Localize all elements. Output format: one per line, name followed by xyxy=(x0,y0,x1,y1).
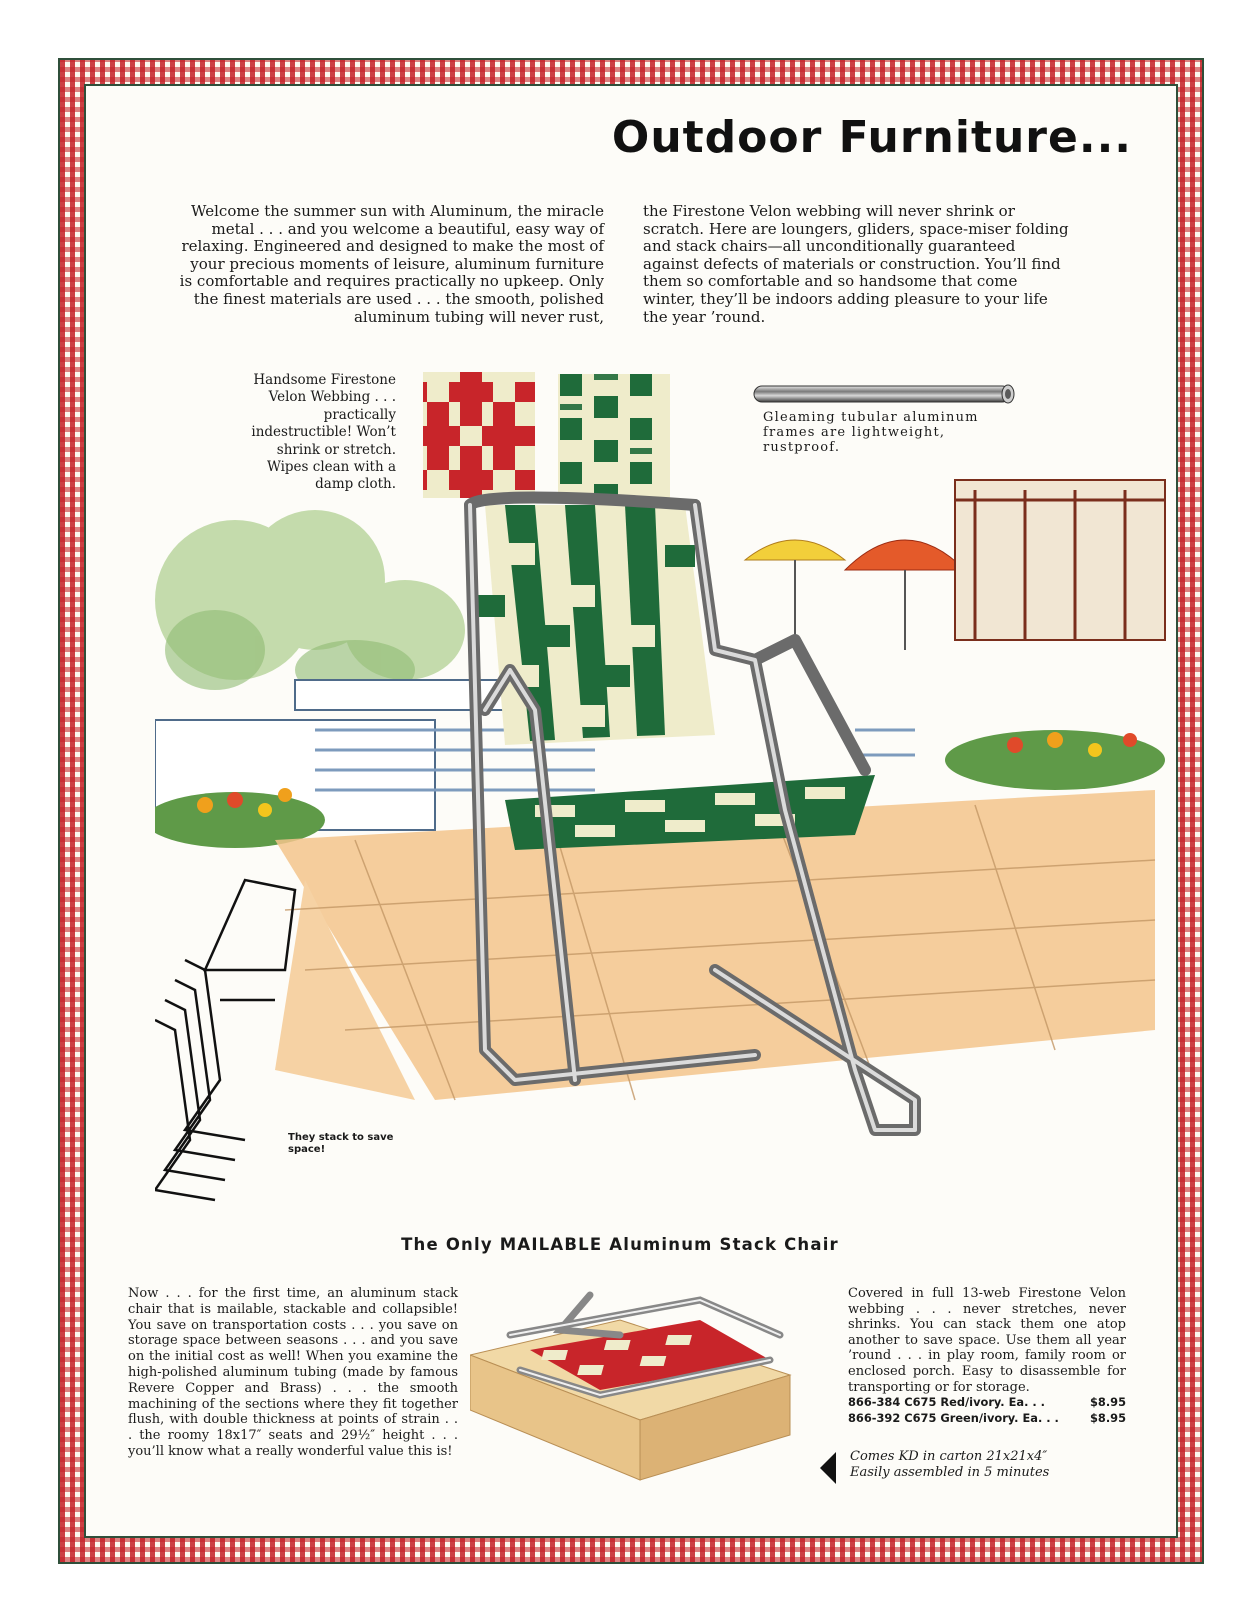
page-title: Outdoor Furniture... xyxy=(611,112,1132,163)
intro-left-column: Welcome the summer sun with Aluminum, the miracle metal . . . and you welcome a beautiful, easy way of relaxing. Engineered and designed to make the most of your precious moments of leisure, aluminum furniture is comfortable and requires practically no upkeep. Only the finest materials are used . . . the smooth, polished aluminum tubing will never rust, xyxy=(179,202,604,326)
product-code-red: 866-384 C675 Red/ivory. Ea. . . xyxy=(848,1395,1045,1410)
body-left-column: Now . . . for the first time, an aluminum stack chair that is mailable, stackable and collapsible! You save on transportation costs . . . you save on storage space between seasons . . . and you save on the initial cost as well! When you examine the high-polished aluminum tubing (made by famous Revere Copper and Brass) . . . the smooth machining of the sections where they fit together flush, with double thickness at points of strain . . . the roomy 18x17″ seats and 29½″ height . . . you’ll know what a really wonderful value this is! xyxy=(128,1286,458,1459)
carton-illustration xyxy=(470,1290,800,1490)
product-line-green xyxy=(848,1411,1126,1427)
shipping-note-line-2: Easily assembled in 5 minutes xyxy=(850,1465,1050,1480)
shipping-note xyxy=(850,1449,1120,1481)
product-price-red: $8.95 xyxy=(1089,1395,1126,1410)
product-line-red xyxy=(848,1395,1126,1411)
product-code-green: 866-392 C675 Green/ivory. Ea. . . xyxy=(848,1410,1059,1425)
body-right-column xyxy=(848,1286,1126,1426)
stack-caption: They stack to save space! xyxy=(288,1132,394,1155)
arrow-left-icon xyxy=(818,1452,838,1484)
webbing-caption: Handsome Firestone Velon Webbing . . . practically indestructible! Won’t shrink or stretch. Wipes clean with a damp cloth. xyxy=(251,372,396,493)
aluminum-tube-illustration xyxy=(750,380,1022,410)
section-subtitle: The Only MAILABLE Aluminum Stack Chair xyxy=(401,1235,839,1254)
patio-chair-illustration xyxy=(155,410,1175,1240)
frames-caption: Gleaming tubular aluminum frames are lightweight, rustproof. xyxy=(763,410,979,455)
product-price-green: $8.95 xyxy=(1089,1410,1126,1425)
intro-right-column: the Firestone Velon webbing will never shrink or scratch. Here are loungers, gliders, space-miser folding and stack chairs—all unconditionally guaranteed against defects of materials or construction. You’ll find them so comfortable and so handsome that come winter, they’ll be indoors adding pleasure to your life the year ’round. xyxy=(643,202,1069,326)
shipping-note-line-1: Comes KD in carton 21x21x4″ xyxy=(850,1449,1048,1464)
body-right-text: Covered in full 13-web Firestone Velon webbing . . . never stretches, never shrinks. You can stack them one atop another to save space. Use them all year ’round . . . in play room, family room or enclosed porch. Easy to disassemble for transporting or for storage. xyxy=(848,1286,1126,1395)
